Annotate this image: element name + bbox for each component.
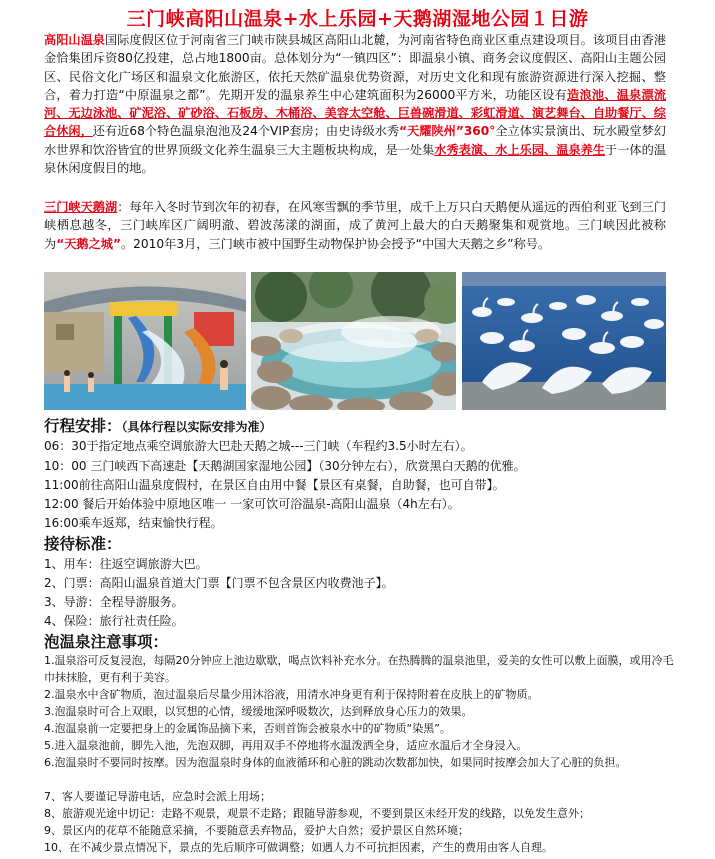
itinerary-item-1: 06：30于指定地点乘空调旅游大巴赴天鹅之城---三门峡（车程约3.5小时左右）。 [44,439,473,453]
caution-item-7: 7、客人要谨记导游电话，应急时会派上用场； [44,790,271,803]
photo-strip [44,272,666,410]
caution-item-1: 1.温泉浴可反复浸泡，每隔20分钟应上池边歇歇，喝点饮料补充水分。在热腾腾的温泉池里，爱美的女性可以敷上面膜，或用冷毛巾抹抹脸，更有利于美容。 [44,654,674,684]
intro-text-2: 还有近68个特色温泉泡池及24个VIP套房；由史诗级水秀 [92,124,400,139]
service-item-4: 4、保险：旅行社责任险。 [44,614,184,628]
itinerary-item-2: 10：00 三门峡西下高速赴【天鹅湖国家湿地公园】（30分钟左右），欣赏黑白天鹅的优雅。 [44,459,526,473]
caution-item-4: 4.泡温泉前一定要把身上的金属饰品摘下来，否则首饰会被泉水中的矿物质“染黑”。 [44,722,451,735]
cautions-heading: 泡温泉注意事项： [44,633,169,651]
service-heading: 接待标准： [44,535,122,553]
intro-text-1: 国际度假区位于河南省三门峡市陕县城区高阳山北麓，为河南省特色商业区重点建设项目。该项目由香港金恰集团斥资80亿投建，总占地1800亩。总体划分为“一镇四区”：即温泉小镇、商务会议度假区、高阳山主题公园区、民俗文化广场区和温泉文化旅游区，依托天然矿温泉优势资源，对历史文化和现有旅游资源进行深入挖掘、整合，着力打造“中原温泉之都”。先期开发的温泉养生中心建筑面积为26000平方米，功能区设有 [44,33,667,102]
caution-item-6: 6.泡温泉时不要同时按摩。因为泡温泉时身体的血液循环和心脏的跳动次数都加快，如果同时按摩会加大了心脏的负担。 [44,756,627,769]
hot-spring-photo [251,272,456,410]
intro-combo: 水秀表演、水上乐园、温泉养生 [434,142,606,157]
itinerary-item-3: 11:00前往高阳山温泉度假村，在景区自由用中餐【景区有桌餐，自助餐，也可自带】。 [44,478,505,492]
intro-text-4: 于一体的温泉休闲度假目的地。 [44,142,667,176]
caution-item-8: 8、旅游观光途中切记：走路不观景，观景不走路；跟随导游参观，不要到景区未经开发的线路，以免发生意外； [44,807,590,820]
intro-facilities: 造浪池、温泉漂流河、无边泳池、矿泥浴、矿砂浴、石板房、木桶浴、美容太空舱、巨兽碗滑道、彩虹滑道、演艺舞台、自助餐厅、综合休闲， [44,87,667,139]
itinerary-heading [44,414,272,436]
intro-name: 高阳山温泉 [44,33,105,47]
swan-text-2: 。2010年3月，三门峡市被中国野生动物保护协会授予“中国大天鹅之乡”称号。 [120,236,551,251]
swan-name: 三门峡天鹅湖 [44,200,118,214]
itinerary-item-5: 16:00乘车返郑，结束愉快行程。 [44,516,223,530]
caution-item-2: 2.温泉水中含矿物质，泡过温泉后尽量少用沐浴液，用清水冲身更有利于保持附着在皮肤上的矿物质。 [44,688,539,701]
page-title: 三门峡高阳山温泉+水上乐园+天鹅湖湿地公园１日游 [126,8,589,30]
caution-item-10: 10、在不减少景点情况下，景点的先后顺序可做调整；如遇人力不可抗拒因素，产生的费用由客人自理。 [44,841,553,854]
intro-show: “天耀陕州”360° [399,124,496,139]
swan-lake-photo [462,272,666,410]
swan-text-1: ：每年入冬时节到次年的初春，在风寒雪飘的季节里，成千上万只白天鹅便从遥远的西伯利亚飞到三门峡栖息越冬，三门峡库区广阔明澈、碧波荡漾的湖面，成了黄河上最大的白天鹅聚集和观赏地。三门峡因此被称为 [44,200,667,251]
service-item-2: 2、门票：高阳山温泉首道大门票【门票不包含景区内收费池子】。 [44,576,394,590]
caution-item-3: 3.泡温泉时可合上双眼，以冥想的心情，缓缓地深呼吸数次，达到释放身心压力的效果。 [44,705,473,718]
service-item-3: 3、导游：全程导游服务。 [44,595,184,609]
service-item-1: 1、用车：往返空调旅游大巴。 [44,557,208,571]
swan-paragraph [44,198,666,253]
caution-item-9: 9、景区内的花草不能随意采摘，不要随意丢弃物品，爱护大自然；爱护景区自然环境； [44,824,469,837]
itinerary-heading-text: 行程安排： [44,417,122,435]
intro-text-3: 全立体实景演出、玩水殿堂梦幻水世界和饮浴皆宜的世界顶级文化养生温泉三大主题板块构成，是一处集 [44,124,667,157]
intro-paragraph [44,31,666,177]
water-park-photo [44,272,246,410]
caution-item-5: 5.进入温泉池前，脚先入池，先泡双脚，再用双手不停地将水温泼洒全身，适应水温后才全身浸入。 [44,739,528,752]
itinerary-note: （具体行程以实际安排为准） [121,420,272,434]
itinerary-item-4: 12:00 餐后开始体验中原地区唯一 一家可饮可浴温泉-高阳山温泉（4h左右）。 [44,497,460,511]
swan-city: “天鹅之城” [56,236,121,251]
